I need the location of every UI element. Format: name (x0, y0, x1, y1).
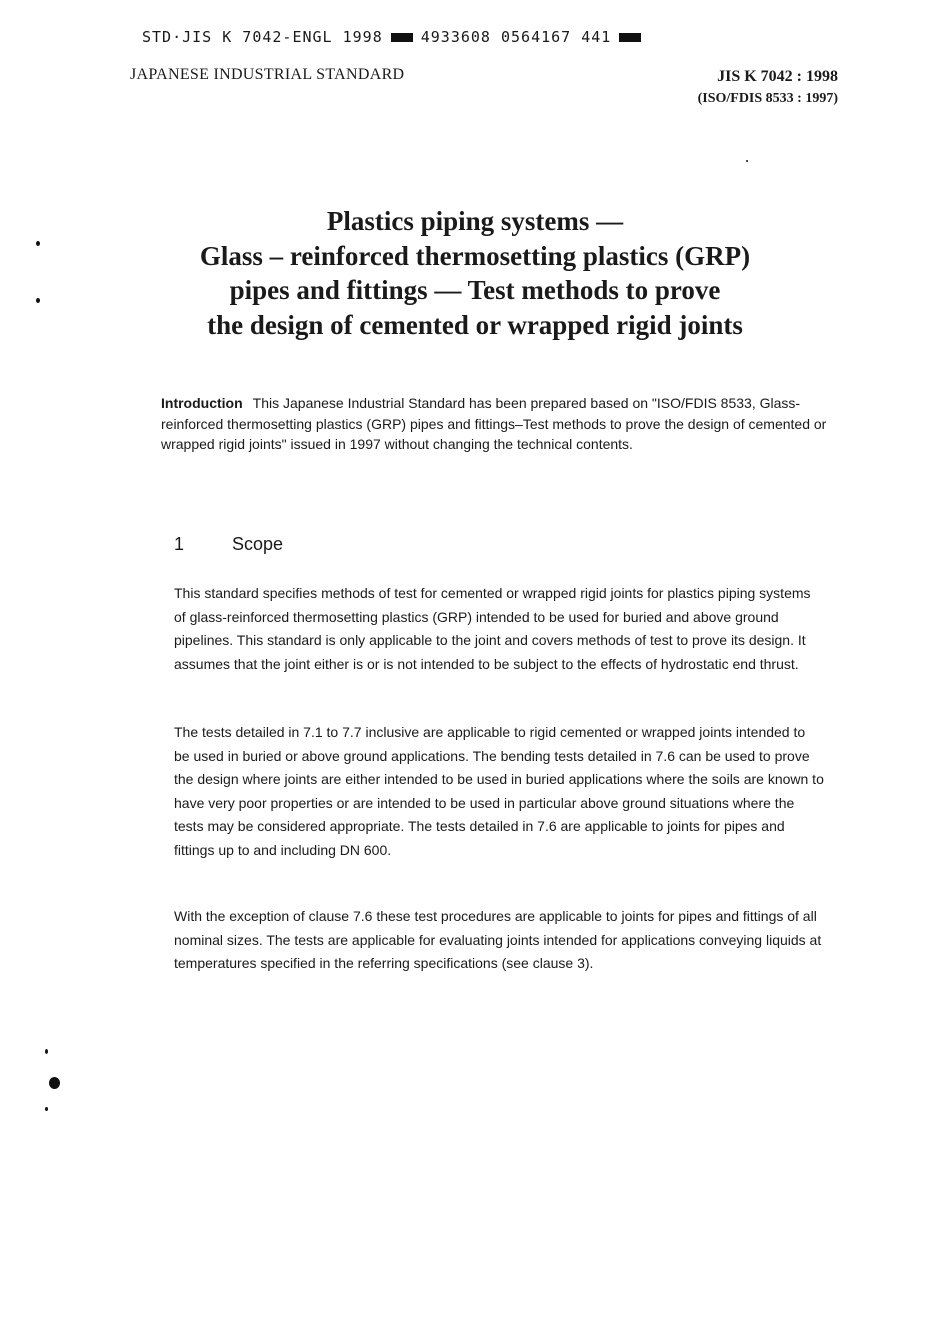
scan-speck (45, 1049, 48, 1054)
standard-designation-block (698, 66, 838, 110)
scan-speck (746, 160, 748, 162)
introduction-paragraph (161, 393, 841, 455)
redaction-bar (619, 33, 641, 42)
title-line: Glass – reinforced thermosetting plastics (GRP) (199, 240, 751, 271)
title-line: the design of cemented or wrapped rigid joints (207, 309, 743, 340)
title-line: Plastics piping systems — (326, 206, 624, 236)
standard-name: JAPANESE INDUSTRIAL STANDARD (130, 66, 405, 83)
document-stamp (142, 28, 649, 46)
standard-designation: JIS K 7042 : 1998 (717, 68, 838, 85)
scan-speck (36, 241, 40, 246)
introduction-text: This Japanese Industrial Standard has been prepared based on "ISO/FDIS 8533, Glass-reinforced thermosetting plastics (GRP) pipes and fittings–Test methods to prove the design of cemented or wrapped rigid joints" issued in 1997 without changing the technical contents. (161, 395, 827, 452)
scope-paragraph: The tests detailed in 7.1 to 7.7 inclusive are applicable to rigid cemented or wrapped joints intended to be used in buried or above ground applications. The bending tests detailed in 7.6 can be used to prove the design where joints are either intended to be used in buried applications where the soils are known to have very poor properties or are intended to be used in particular above ground situations where the tests may be considered appropriate. The tests detailed in 7.6 are applicable to joints for pipes and fittings up to and including DN 600. (174, 724, 824, 858)
stamp-reference: STD·JIS K 7042-ENGL 1998 (142, 28, 383, 46)
stamp-code: 4933608 0564167 441 (420, 28, 612, 46)
scan-speck (49, 1077, 60, 1089)
clause-number: 1 (174, 534, 185, 554)
scope-paragraph: With the exception of clause 7.6 these test procedures are applicable to joints for pipes and fittings of all nominal sizes. The tests are applicable for evaluating joints intended for applications conveying liquids at temperatures specified in the referring specifications (see clause 3). (174, 908, 822, 971)
introduction-label: Introduction (161, 395, 243, 411)
title-line: pipes and fittings — Test methods to prove (229, 275, 721, 305)
scan-speck (36, 298, 40, 303)
clause-title: Scope (232, 534, 284, 554)
iso-reference: (ISO/FDIS 8533 : 1997) (697, 91, 838, 106)
scan-speck (45, 1107, 48, 1111)
redaction-bar (391, 33, 413, 42)
document-title (150, 204, 800, 342)
clause-heading (174, 534, 283, 555)
scope-paragraph: This standard specifies methods of test for cemented or wrapped rigid joints for plastics piping systems of glass-reinforced thermosetting plastics (GRP) intended to be used for buried and above ground pipelines. This standard is only applicable to the joint and covers methods of test to prove its design. It assumes that the joint either is or is not intended to be subject to the effects of hydrostatic end thrust. (174, 585, 811, 672)
